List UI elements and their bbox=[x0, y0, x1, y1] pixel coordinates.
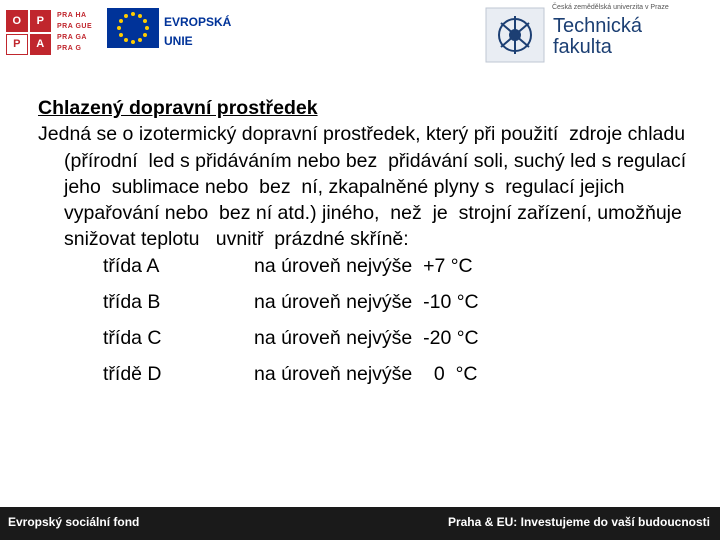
class-value: na úroveň nejvýše -10 °C bbox=[254, 290, 479, 313]
praha-line: PRA HA bbox=[57, 12, 87, 19]
class-value: na úroveň nejvýše +7 °C bbox=[254, 254, 473, 277]
eu-flag-icon bbox=[107, 8, 159, 48]
class-name: třída B bbox=[103, 290, 161, 313]
header-bar bbox=[0, 0, 720, 68]
slide-title: Chlazený dopravní prostředek bbox=[38, 97, 318, 119]
eu-label-line: EVROPSKÁ bbox=[164, 15, 232, 29]
class-value: na úroveň nejvýše -20 °C bbox=[254, 326, 479, 349]
class-value: na úroveň nejvýše 0 °C bbox=[254, 362, 478, 385]
footer-right-text: Praha & EU: Investujeme do vaší budoucnosti bbox=[447, 515, 710, 529]
class-row bbox=[38, 361, 708, 397]
faculty-name-line: fakulta bbox=[553, 36, 612, 58]
footer-bar bbox=[0, 507, 720, 540]
class-row bbox=[38, 289, 708, 325]
class-name: třída C bbox=[103, 326, 162, 349]
definition-paragraph: Jedná se o izotermický dopravní prostředek, který při použití zdroje chladu (přírodní led s přidáváním nebo bez přidávání soli, suchý led s regulací jeho sublimace nebo bez ní, zkapalněné plyny s regulací jejich vypařování nebo bez ní atd.) jiného, než je strojní zařízení, umožňuje snižovat teplotu uvnitř prázdné skříně: bbox=[38, 123, 698, 251]
faculty-caption: Česká zemědělská univerzita v Praze bbox=[552, 4, 669, 11]
eu-label-line: UNIE bbox=[164, 34, 193, 48]
praha-logo bbox=[57, 10, 97, 56]
faculty-emblem-icon bbox=[484, 6, 546, 64]
opp-letter: A bbox=[30, 34, 52, 56]
class-list bbox=[38, 253, 708, 397]
faculty-name bbox=[553, 16, 642, 58]
slide-content bbox=[38, 95, 708, 397]
class-row bbox=[38, 253, 708, 289]
class-name: třídě D bbox=[103, 362, 162, 385]
footer-left-text: Evropský sociální fond bbox=[8, 515, 140, 529]
opp-letter: P bbox=[6, 34, 28, 56]
class-row bbox=[38, 325, 708, 361]
praha-line: PRA GA bbox=[57, 34, 87, 41]
opp-logo bbox=[6, 10, 51, 55]
class-name: třída A bbox=[103, 254, 160, 277]
eu-label bbox=[164, 13, 231, 51]
faculty-name-line: Technická bbox=[553, 15, 642, 37]
opp-letter: O bbox=[6, 10, 28, 32]
praha-line: PRA G bbox=[57, 45, 82, 52]
opp-letter: P bbox=[30, 10, 52, 32]
praha-line: PRA GUE bbox=[57, 23, 93, 30]
